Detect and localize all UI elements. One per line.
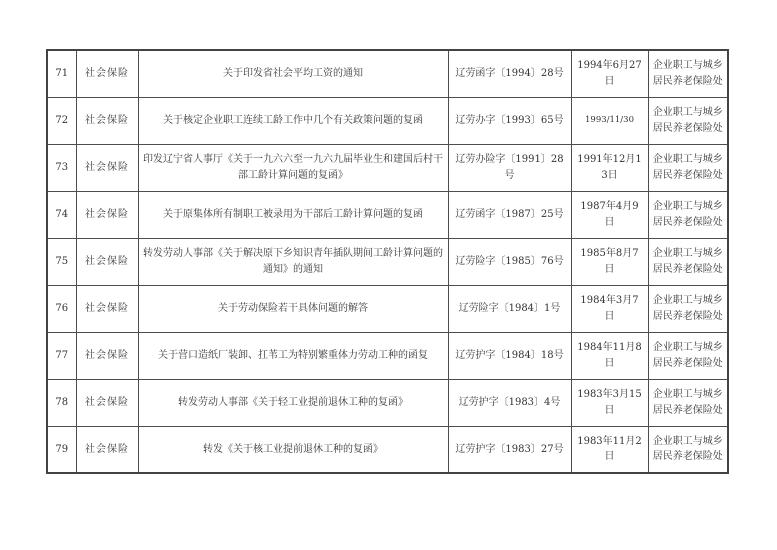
department-cell: 企业职工与城乡居民养老保险处 [648, 144, 728, 191]
category-cell: 社会保险 [76, 191, 138, 238]
category-cell: 社会保险 [76, 285, 138, 332]
category-cell: 社会保险 [76, 379, 138, 426]
table-row [47, 144, 728, 191]
title-cell: 关于印发省社会平均工资的通知 [138, 50, 448, 97]
department-cell: 企业职工与城乡居民养老保险处 [648, 332, 728, 379]
doc-number-cell: 辽劳办险字〔1991〕28号 [448, 144, 571, 191]
table-row [47, 97, 728, 144]
date-cell: 1983年3月15日 [571, 379, 648, 426]
table-body [47, 50, 728, 473]
title-cell: 转发劳动人事部《关于轻工业提前退休工种的复函》 [138, 379, 448, 426]
department-cell: 企业职工与城乡居民养老保险处 [648, 97, 728, 144]
title-cell: 转发劳动人事部《关于解决原下乡知识青年插队期间工龄计算问题的通知》的通知 [138, 238, 448, 285]
category-cell: 社会保险 [76, 50, 138, 97]
table-row [47, 238, 728, 285]
table-row [47, 285, 728, 332]
doc-number-cell: 辽劳险字〔1985〕76号 [448, 238, 571, 285]
doc-number-cell: 辽劳护字〔1984〕18号 [448, 332, 571, 379]
category-cell: 社会保险 [76, 238, 138, 285]
category-cell: 社会保险 [76, 97, 138, 144]
title-cell: 印发辽宁省人事厅《关于一九六六至一九六九届毕业生和建国后村干部工龄计算问题的复函》 [138, 144, 448, 191]
date-cell: 1985年8月7日 [571, 238, 648, 285]
date-cell: 1984年11月8日 [571, 332, 648, 379]
serial-cell: 71 [47, 50, 76, 97]
category-cell: 社会保险 [76, 426, 138, 473]
title-cell: 关于劳动保险若干具体问题的解答 [138, 285, 448, 332]
department-cell: 企业职工与城乡居民养老保险处 [648, 191, 728, 238]
date-cell: 1994年6月27日 [571, 50, 648, 97]
date-cell: 1983年11月2日 [571, 426, 648, 473]
date-cell: 1991年12月13日 [571, 144, 648, 191]
doc-number-cell: 辽劳办字〔1993〕65号 [448, 97, 571, 144]
table-row [47, 332, 728, 379]
date-cell: 1984年3月7日 [571, 285, 648, 332]
serial-cell: 77 [47, 332, 76, 379]
department-cell: 企业职工与城乡居民养老保险处 [648, 238, 728, 285]
doc-number-cell: 辽劳险字〔1984〕1号 [448, 285, 571, 332]
serial-cell: 79 [47, 426, 76, 473]
title-cell: 转发《关于核工业提前退休工种的复函》 [138, 426, 448, 473]
serial-cell: 74 [47, 191, 76, 238]
serial-cell: 72 [47, 97, 76, 144]
department-cell: 企业职工与城乡居民养老保险处 [648, 379, 728, 426]
title-cell: 关于营口造纸厂装卸、扛苇工为特别繁重体力劳动工种的函复 [138, 332, 448, 379]
doc-number-cell: 辽劳护字〔1983〕27号 [448, 426, 571, 473]
regulations-table [46, 49, 729, 474]
department-cell: 企业职工与城乡居民养老保险处 [648, 426, 728, 473]
doc-number-cell: 辽劳函字〔1987〕25号 [448, 191, 571, 238]
category-cell: 社会保险 [76, 144, 138, 191]
doc-number-cell: 辽劳函字〔1994〕28号 [448, 50, 571, 97]
serial-cell: 75 [47, 238, 76, 285]
serial-cell: 73 [47, 144, 76, 191]
title-cell: 关于核定企业职工连续工龄工作中几个有关政策问题的复函 [138, 97, 448, 144]
category-cell: 社会保险 [76, 332, 138, 379]
date-cell: 1987年4月9日 [571, 191, 648, 238]
table-row [47, 50, 728, 97]
serial-cell: 78 [47, 379, 76, 426]
title-cell: 关于原集体所有制职工被录用为干部后工龄计算问题的复函 [138, 191, 448, 238]
doc-number-cell: 辽劳护字〔1983〕4号 [448, 379, 571, 426]
department-cell: 企业职工与城乡居民养老保险处 [648, 50, 728, 97]
serial-cell: 76 [47, 285, 76, 332]
table-row [47, 426, 728, 473]
date-cell: 1993/11/30 [571, 97, 648, 144]
table-row [47, 191, 728, 238]
table-row [47, 379, 728, 426]
department-cell: 企业职工与城乡居民养老保险处 [648, 285, 728, 332]
